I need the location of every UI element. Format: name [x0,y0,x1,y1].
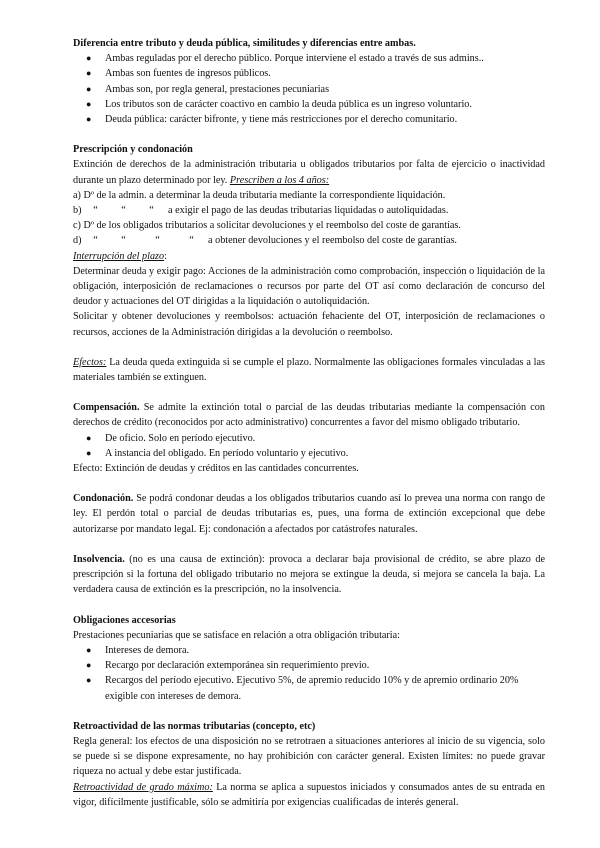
interrupcion-p2: Solicitar y obtener devoluciones y reembolsos: actuación fehaciente del OT, interposición de reclamaciones o recursos, acciones de la Administración dirigidas a la devolución o reembolso. [73,311,545,338]
bullet-icon: ● [86,447,92,458]
bullet-icon: ● [86,83,92,94]
bullet-icon: ● [86,114,92,125]
retroactividad-p1: Regla general: los efectos de una disposición no se retrotraen a situaciones anteriores al inicio de su vigencia, solo se puede si se dispone expresamente, no hay prohibición con carácter general. Existen límites: no puede gravar riqueza no actual y debe estar justificada. [73,735,545,778]
interrupcion-heading: Interrupción del plazo: [73,250,167,262]
prescripcion-intro: Extinción de derechos de la administración tributaria u obligados tributarios por falta de ejercicio o inactividad durante un plazo determinado por ley. Prescriben a los 4 años: [73,159,545,186]
prescripcion-a: a) Dº de la admin. a determinar la deuda tributaria mediante la correspondiente liquidación. [73,189,446,201]
list-item: ● Recargos del período ejecutivo. Ejecutivo 5%, de apremio reducido 10% y de apremio ordinario 20% exigible con intereses de demora. [86,675,519,702]
bullet-icon: ● [86,432,92,443]
compensacion-efecto: Efecto: Extinción de deudas y créditos en las cantidades concurrentes. [73,463,359,475]
prescripcion-b: b) “ “ “ a exigir el pago de las deudas tributarias liquidadas o autoliquidadas. [73,205,449,217]
list-item: ● Intereses de demora. [73,643,545,658]
list-item: ● Los tributos son de carácter coactivo en cambio la deuda pública es un ingreso voluntario. [73,97,545,112]
obligaciones-intro: Prestaciones pecuniarias que se satisface en relación a otra obligación tributaria: [73,629,400,641]
bullet-list-obligaciones [73,643,545,704]
list-item: ● Ambas son, por regla general, prestaciones pecuniarias [73,82,545,97]
insolvencia-paragraph: Insolvencia. (no es una causa de extinción): provoca a declarar baja provisional de crédito, se abre plazo de prescripción si la fortuna del obligado tributario no mejora se extingue la deuda, si mejora se cancela la baja. La verdadera causa de extinción es la prescripción, no la insolvencia. [73,553,545,596]
bullet-list-compensacion [73,431,545,461]
bullet-icon: ● [86,68,92,79]
condonacion-paragraph: Condonación. Se podrá condonar deudas a los obligados tributarios cuando así lo prevea una norma con rango de ley. El perdón total o parcial de deudas tributarias es, pues, una forma de extinción excepcional que debe autorizarse por mandato legal. Ej: condonación a afectados por catástrofes naturales. [73,493,545,535]
retroactividad-grado: Retroactividad de grado máximo: La norma se aplica a supuestos iniciados y consumados antes de su entrada en vigor, difícilmente justificable, sólo se admitiría por exigencias cualificadas de interés general. [73,781,545,808]
section-title-diferencia: Diferencia entre tributo y deuda pública, similitudes y diferencias entre ambas. [73,38,416,49]
section-title-obligaciones: Obligaciones accesorias [73,614,176,626]
list-item: ● Recargo por declaración extemporánea sin requerimiento previo. [73,658,545,673]
list-item: ● Deuda pública: carácter bifronte, y tiene más restricciones por el derecho comunitario. [73,112,545,127]
list-item: ● Ambas son fuentes de ingresos públicos. [73,66,545,81]
bullet-icon: ● [86,98,92,109]
bullet-list-diferencia [73,51,545,127]
bullet-icon: ● [86,53,92,64]
bullet-icon: ● [86,660,92,671]
prescripcion-c: c) Dº de los obligados tributarios a solicitar devoluciones y el reembolso del coste de garantías. [73,220,461,232]
prescripcion-d: d) “ “ “ “ a obtener devoluciones y el reembolso del coste de garantías. [73,235,457,247]
list-item: ● De oficio. Solo en período ejecutivo. [73,431,545,446]
list-item: ● A instancia del obligado. En período voluntario y ejecutivo. [73,446,545,461]
list-item: ● Ambas reguladas por el derecho público. Porque interviene el estado a través de sus admins.. [73,51,545,66]
interrupcion-p1: Determinar deuda y exigir pago: Acciones de la administración como comprobación, inspección o liquidación de la obligación, interposición de reclamaciones o recursos por parte del OT así como declaración de concurso del deudor y actuaciones del OT dirigidas a la liquidación o autoliquidación. [73,265,545,308]
compensacion-paragraph: Compensación. Se admite la extinción total o parcial de las deudas tributarias mediante la compensación con derechos de crédito (reconocidos por acto administrativo) concurrentes a favor del mismo obligado tributario. [73,402,545,429]
efectos-paragraph: Efectos: La deuda queda extinguida si se cumple el plazo. Normalmente las obligaciones formales vinculadas a las materiales también se extinguen. [73,356,545,384]
bullet-icon: ● [86,675,92,686]
bullet-icon: ● [86,644,92,655]
section-title-prescripcion: Prescripción y condonación [73,144,193,156]
prescriben-label: Prescriben a los 4 años: [229,174,330,186]
section-title-retroactividad: Retroactividad de las normas tributarias (concepto, etc) [73,720,316,732]
document-page [73,36,545,810]
